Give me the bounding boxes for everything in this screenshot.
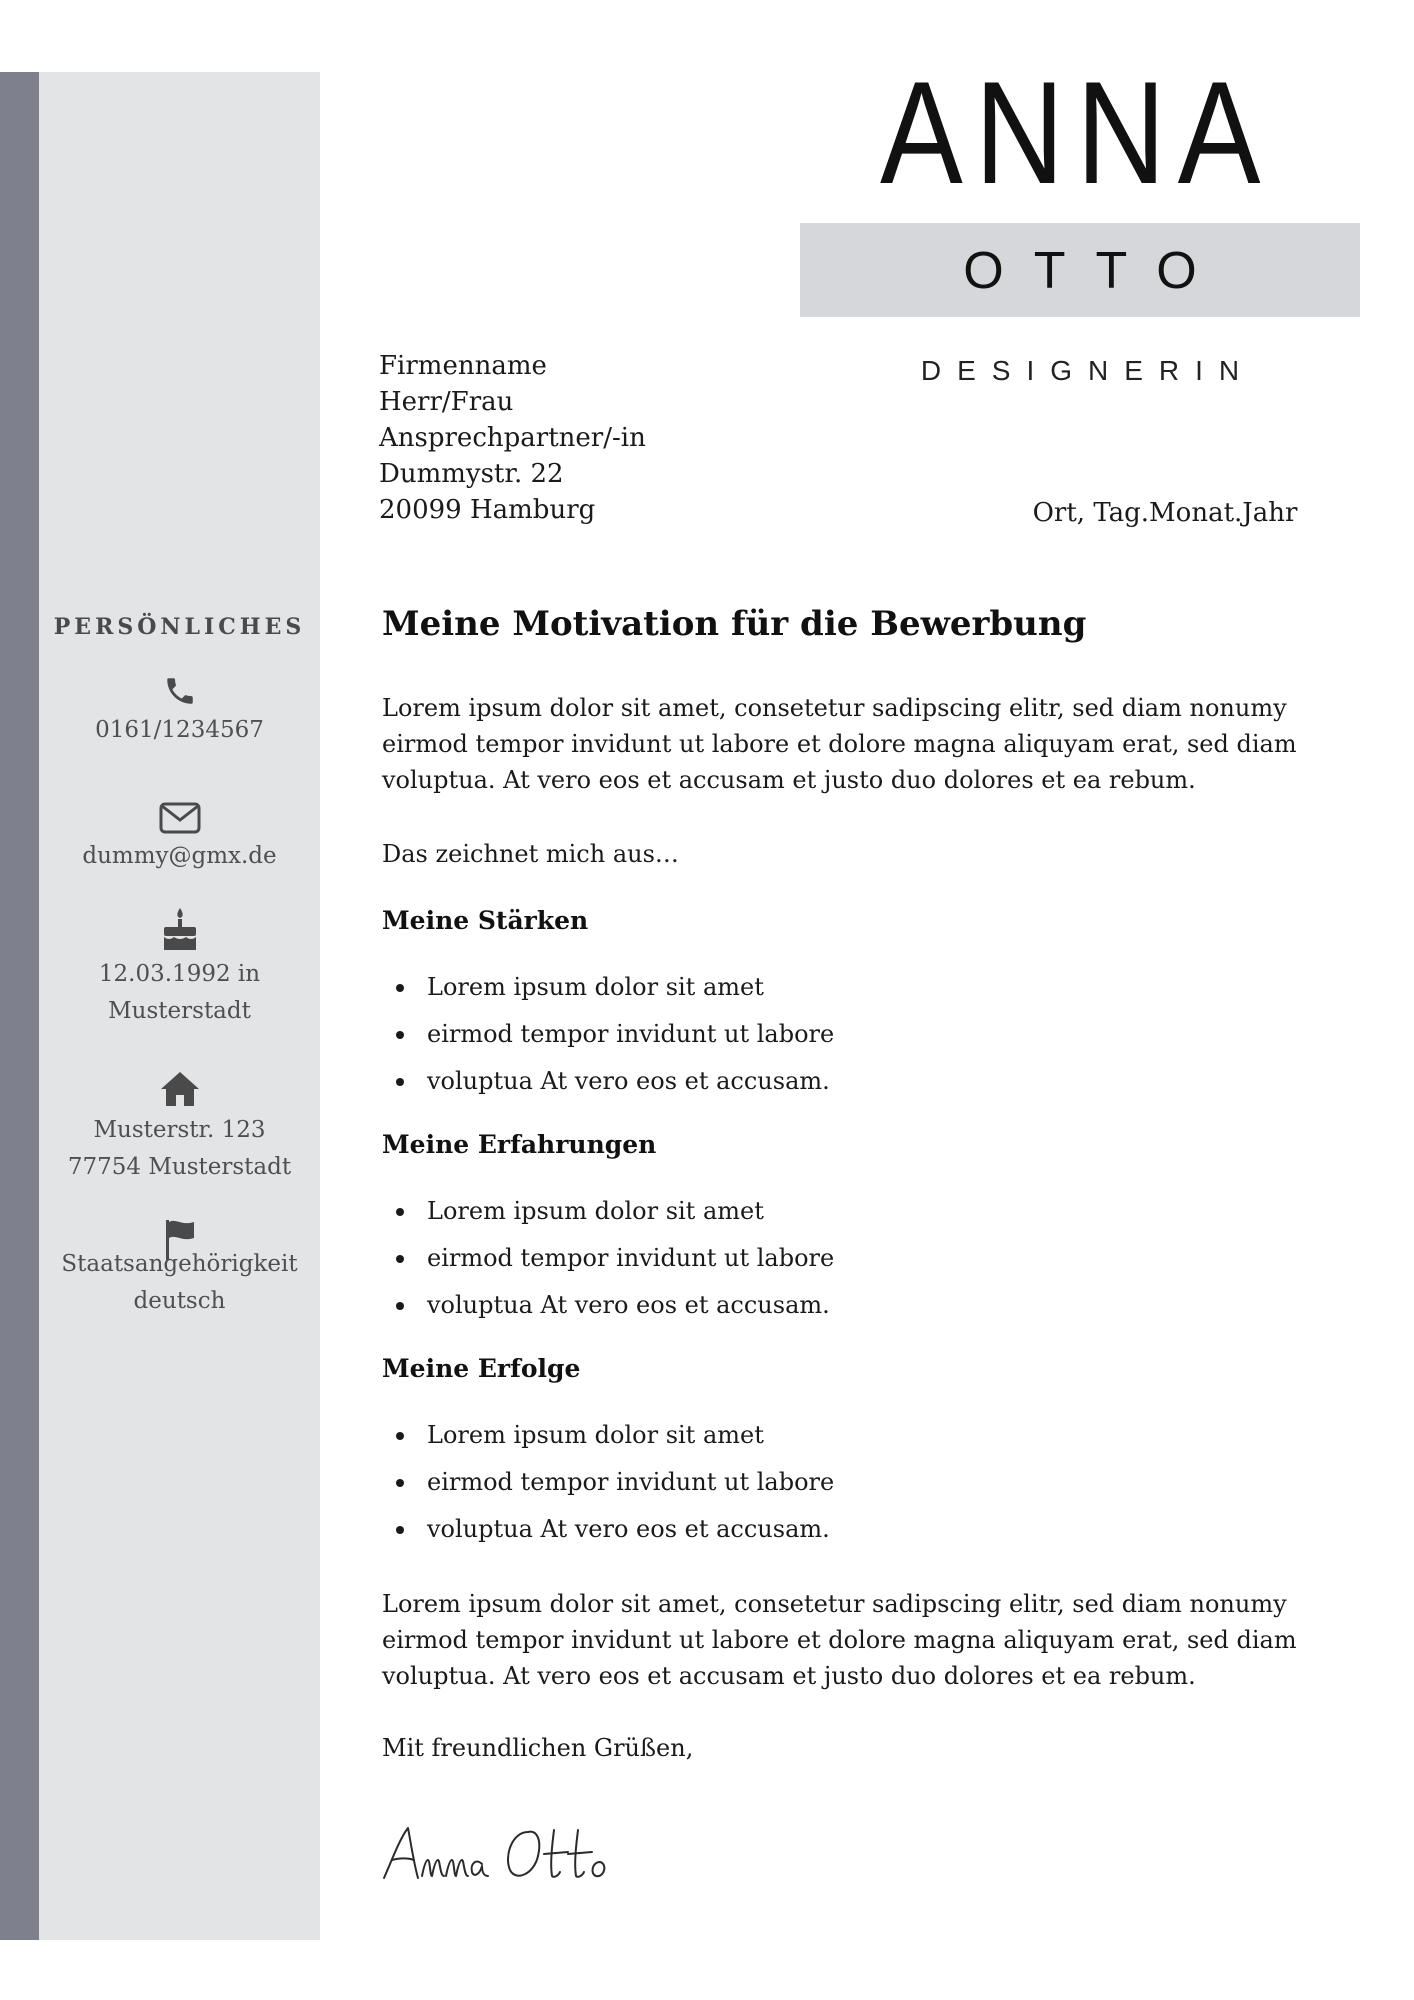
lead-paragraph: Das zeichnet mich aus… bbox=[382, 840, 679, 868]
phone-icon bbox=[163, 674, 197, 708]
recipient-line: 20099 Hamburg bbox=[379, 495, 596, 525]
outro-paragraph: Lorem ipsum dolor sit amet, consetetur sadipscing elitr, sed diam nonumy eirmod tempor invidunt ut labore et dolore magna aliquyam erat, sed diam voluptua. At vero eos et accusam et justo duo dolores et ea rebum. bbox=[382, 1590, 1297, 1690]
list-item: voluptua At vero eos et accusam. bbox=[382, 1506, 1282, 1553]
last-name-band bbox=[800, 223, 1360, 317]
letter-heading: Meine Motivation für die Bewerbung bbox=[382, 604, 1087, 644]
birth-block bbox=[39, 906, 320, 1030]
signature bbox=[378, 1820, 778, 1890]
list-item: Lorem ipsum dolor sit amet bbox=[382, 1412, 1282, 1459]
list-item: eirmod tempor invidunt ut labore bbox=[382, 1459, 1282, 1506]
birth-place: Musterstadt bbox=[108, 998, 251, 1024]
phone-number: 0161/1234567 bbox=[95, 717, 264, 743]
recipient-line: Herr/Frau bbox=[379, 387, 514, 417]
address-block bbox=[39, 1070, 320, 1186]
list-item: Lorem ipsum dolor sit amet bbox=[382, 1188, 1282, 1235]
list-item: voluptua At vero eos et accusam. bbox=[382, 1058, 1282, 1105]
section-title-achievements: Meine Erfolge bbox=[382, 1354, 581, 1383]
intro-paragraph: Lorem ipsum dolor sit amet, consetetur sadipscing elitr, sed diam nonumy eirmod tempor invidunt ut labore et dolore magna aliquyam erat, sed diam voluptua. At vero eos et accusam et justo duo dolores et ea rebum. bbox=[382, 694, 1297, 794]
job-title: DESIGNERIN bbox=[920, 355, 1256, 386]
nationality-block bbox=[39, 1218, 320, 1320]
list-item: eirmod tempor invidunt ut labore bbox=[382, 1011, 1282, 1058]
address-city: 77754 Musterstadt bbox=[67, 1154, 292, 1180]
nationality-label: Staatsangehörigkeit bbox=[61, 1251, 298, 1277]
list-item: Lorem ipsum dolor sit amet bbox=[382, 964, 1282, 1011]
strengths-list bbox=[382, 964, 1282, 1105]
recipient-line: Firmenname bbox=[379, 351, 547, 381]
recipient-line: Dummystr. 22 bbox=[379, 459, 564, 489]
closing-line: Mit freundlichen Grüßen, bbox=[382, 1734, 694, 1762]
home-icon bbox=[159, 1070, 201, 1108]
sidebar-accent-strip bbox=[0, 72, 39, 1940]
achievements-list bbox=[382, 1412, 1282, 1553]
nationality-value: deutsch bbox=[133, 1288, 226, 1314]
first-name: ANNA bbox=[880, 51, 1273, 214]
section-title-strengths: Meine Stärken bbox=[382, 906, 589, 935]
phone-block bbox=[39, 674, 320, 749]
address-street: Musterstr. 123 bbox=[93, 1117, 266, 1143]
email-address: dummy@gmx.de bbox=[82, 843, 277, 869]
cake-icon bbox=[160, 906, 200, 952]
sidebar-heading: PERSÖNLICHES bbox=[53, 614, 306, 640]
last-name: OTTO bbox=[963, 242, 1227, 300]
birth-date: 12.03.1992 in bbox=[98, 961, 261, 987]
recipient-address bbox=[379, 348, 779, 528]
experience-list bbox=[382, 1188, 1282, 1329]
list-item: voluptua At vero eos et accusam. bbox=[382, 1282, 1282, 1329]
date-line: Ort, Tag.Monat.Jahr bbox=[1032, 498, 1298, 528]
section-title-experience: Meine Erfahrungen bbox=[382, 1130, 657, 1159]
recipient-line: Ansprechpartner/-in bbox=[379, 423, 646, 453]
mail-icon bbox=[159, 802, 201, 834]
email-block bbox=[39, 802, 320, 875]
list-item: eirmod tempor invidunt ut labore bbox=[382, 1235, 1282, 1282]
